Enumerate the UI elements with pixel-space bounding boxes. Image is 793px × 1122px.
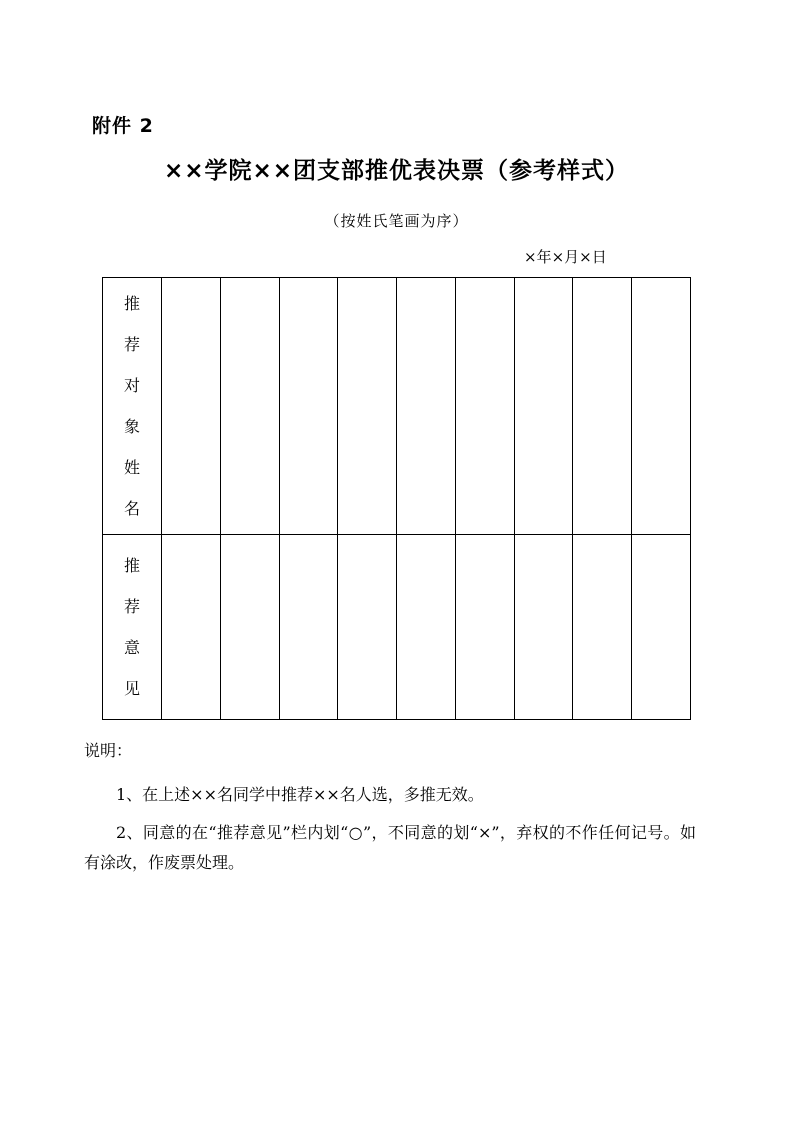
- candidate-name-cell[interactable]: [455, 278, 514, 535]
- label-char: 对: [123, 376, 140, 395]
- label-char: 推: [123, 294, 140, 313]
- candidate-name-cell[interactable]: [632, 278, 691, 535]
- candidate-name-cell[interactable]: [573, 278, 632, 535]
- candidate-name-cell[interactable]: [220, 278, 279, 535]
- opinion-cell[interactable]: [220, 535, 279, 720]
- date-line: ×年×月×日: [524, 248, 607, 266]
- opinion-cell[interactable]: [397, 535, 456, 720]
- candidate-name-cell[interactable]: [279, 278, 338, 535]
- candidate-name-row: [103, 278, 691, 535]
- label-char: 推: [123, 556, 140, 575]
- candidate-name-cell[interactable]: [514, 278, 573, 535]
- label-char: 荐: [123, 597, 140, 616]
- label-char: 象: [123, 417, 140, 436]
- opinion-label-cell: [103, 535, 162, 720]
- label-char: 姓: [123, 458, 140, 477]
- page-title: ××学院××团支部推优表决票（参考样式）: [163, 158, 630, 184]
- subtitle: （按姓氏笔画为序）: [324, 212, 469, 230]
- opinion-cell[interactable]: [338, 535, 397, 720]
- opinion-cell[interactable]: [162, 535, 221, 720]
- attachment-label: 附件 2: [92, 115, 154, 137]
- label-char: 名: [123, 499, 140, 518]
- note-item: 2、同意的在“推荐意见”栏内划“○”，不同意的划“×”，弃权的不作任何记号。如有涂改，作废票处理。: [84, 823, 696, 872]
- opinion-cell[interactable]: [455, 535, 514, 720]
- notes-heading: 说明：: [84, 741, 133, 760]
- opinion-label: [124, 545, 140, 709]
- opinion-cell[interactable]: [573, 535, 632, 720]
- label-char: 见: [123, 679, 140, 698]
- candidate-name-label-cell: [103, 278, 162, 535]
- candidate-name-label: [124, 283, 140, 529]
- opinion-cell[interactable]: [514, 535, 573, 720]
- label-char: 荐: [123, 335, 140, 354]
- opinion-row: [103, 535, 691, 720]
- candidate-name-cell[interactable]: [162, 278, 221, 535]
- vote-table: [102, 277, 691, 720]
- candidate-name-cell[interactable]: [397, 278, 456, 535]
- opinion-cell[interactable]: [632, 535, 691, 720]
- opinion-cell[interactable]: [279, 535, 338, 720]
- note-item: 1、在上述××名同学中推荐××名人选，多推无效。: [116, 785, 484, 804]
- label-char: 意: [123, 638, 140, 657]
- candidate-name-cell[interactable]: [338, 278, 397, 535]
